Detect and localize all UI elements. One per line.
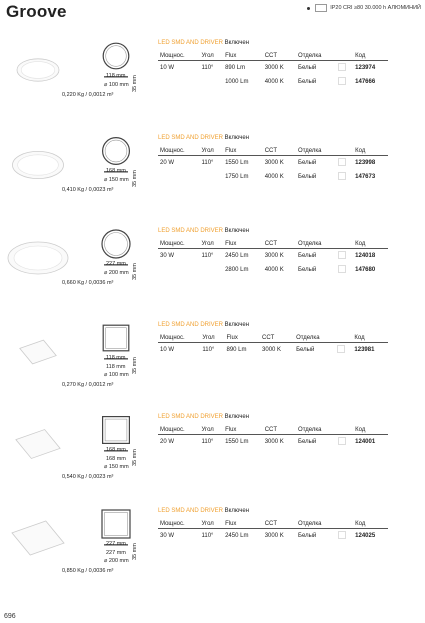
- table-header-cell: Flux: [223, 147, 263, 156]
- led-line: [158, 40, 388, 46]
- table-row: [158, 435, 388, 450]
- weight-label: 0,660 Kg / 0,0036 m³: [62, 280, 114, 286]
- table-header-cell: CCT: [263, 426, 296, 435]
- finish-swatch-icon: [338, 251, 346, 259]
- table-header-cell: Угол: [199, 147, 223, 156]
- table-header-cell: Угол: [199, 240, 223, 249]
- spec-table: [158, 240, 388, 277]
- round-lamp-photo: [6, 238, 70, 278]
- led-label: LED SMD AND DRIVER: [158, 135, 224, 141]
- technical-drawing: [62, 135, 160, 229]
- led-label: LED SMD AND DRIVER: [158, 414, 224, 420]
- table-header-row: [158, 520, 388, 529]
- spec-section: [158, 322, 388, 357]
- led-line: [158, 508, 388, 514]
- product-block: [0, 414, 425, 508]
- square-lamp-photo: [6, 518, 70, 558]
- diameter-label: 227 mm: [106, 541, 126, 547]
- height-label: 35 mm: [132, 543, 138, 560]
- cutout-label: ⌀ 150 mm: [104, 464, 129, 470]
- product-code: 147666: [355, 79, 376, 85]
- table-row: [158, 75, 388, 89]
- spec-table: [158, 520, 388, 543]
- height-label: 35 mm: [132, 75, 138, 92]
- table-header-cell: [336, 520, 353, 529]
- square-lamp-photo: [6, 424, 70, 464]
- product-code: 123981: [354, 347, 375, 353]
- table-header-cell: CCT: [263, 240, 296, 249]
- cutout-label: ⌀ 150 mm: [104, 177, 129, 183]
- technical-drawing: [62, 228, 160, 322]
- table-cell: Белый: [298, 174, 317, 180]
- table-header-cell: [336, 52, 353, 61]
- led-line: [158, 322, 388, 328]
- page-title: Groove: [6, 2, 67, 21]
- table-header-cell: Отделка: [296, 426, 336, 435]
- table-cell: [199, 263, 223, 277]
- spec-section: [158, 508, 388, 543]
- product-block: [0, 135, 425, 229]
- table-header-cell: Мощнос.: [158, 334, 200, 343]
- side-label: 118 mm: [106, 364, 126, 370]
- diameter-label: 168 mm: [106, 447, 126, 453]
- table-header-cell: [336, 147, 353, 156]
- table-header-cell: Мощнос.: [158, 147, 199, 156]
- table-cell: 1750 Lm: [225, 174, 249, 180]
- table-cell: [158, 75, 199, 89]
- led-status: Включен: [223, 414, 250, 420]
- height-label: 35 mm: [132, 263, 138, 280]
- table-header-cell: CCT: [263, 52, 296, 61]
- height-label: 35 mm: [132, 357, 138, 374]
- product-code: 123974: [355, 65, 376, 71]
- table-header-cell: CCT: [260, 334, 294, 343]
- table-cell: 890 Lm: [226, 347, 247, 353]
- product-code: 123998: [355, 160, 376, 166]
- table-cell: 3000 K: [264, 160, 284, 166]
- table-cell: Белый: [298, 533, 317, 539]
- table-cell: Белый: [298, 267, 317, 273]
- technical-drawing: [62, 40, 160, 134]
- led-status: Включен: [223, 228, 250, 234]
- finish-swatch-icon: [338, 77, 346, 85]
- diameter-label: 118 mm: [106, 73, 126, 79]
- table-cell: 2450 Lm: [225, 533, 249, 539]
- table-row: [158, 249, 388, 264]
- led-status: Включен: [223, 135, 250, 141]
- table-header-cell: Отделка: [296, 147, 336, 156]
- table-cell: [199, 170, 223, 184]
- table-header-cell: [336, 426, 353, 435]
- square-lamp-photo: [6, 332, 70, 372]
- finish-swatch-icon: [338, 531, 346, 539]
- product-block: [0, 228, 425, 322]
- table-header-cell: Мощнос.: [158, 240, 199, 249]
- table-cell: 10 W: [160, 347, 175, 353]
- spec-section: [158, 135, 388, 184]
- led-status: Включен: [223, 322, 250, 328]
- table-header-row: [158, 240, 388, 249]
- table-cell: [199, 75, 223, 89]
- table-cell: Белый: [296, 347, 315, 353]
- side-label: 168 mm: [106, 456, 126, 462]
- page-number: 696: [4, 613, 16, 620]
- led-label: LED SMD AND DRIVER: [158, 508, 224, 514]
- swatch-cell: [336, 170, 353, 184]
- table-header-cell: CCT: [263, 520, 296, 529]
- swatch-cell: [336, 156, 353, 171]
- table-header-cell: Угол: [199, 426, 223, 435]
- height-label: 35 mm: [132, 449, 138, 466]
- table-header-cell: Код: [352, 334, 388, 343]
- table-header-cell: Flux: [223, 52, 263, 61]
- led-label: LED SMD AND DRIVER: [158, 322, 224, 328]
- table-header-cell: Flux: [223, 520, 263, 529]
- table-row: [158, 61, 388, 76]
- spec-section: [158, 228, 388, 277]
- table-header-cell: Flux: [223, 240, 263, 249]
- table-header-cell: Отделка: [294, 334, 335, 343]
- table-cell: Белый: [298, 79, 317, 85]
- round-lamp-photo: [6, 145, 70, 185]
- diameter-label: 227 mm: [106, 261, 126, 267]
- led-line: [158, 228, 388, 234]
- table-header-cell: Мощнос.: [158, 52, 199, 61]
- table-cell: [158, 263, 199, 277]
- product-code: 124018: [355, 253, 376, 259]
- table-cell: 2800 Lm: [225, 267, 249, 273]
- swatch-cell: [336, 249, 353, 264]
- table-cell: 2450 Lm: [225, 253, 249, 259]
- table-cell: 4000 K: [264, 267, 284, 273]
- table-cell: 110°: [202, 347, 215, 353]
- weight-label: 0,270 Kg / 0,0012 m³: [62, 382, 114, 388]
- product-block: [0, 322, 425, 416]
- table-header-cell: Отделка: [296, 52, 336, 61]
- product-block: [0, 508, 425, 602]
- spec-table: [158, 334, 388, 357]
- spec-table: [158, 147, 388, 184]
- diameter-label: 168 mm: [106, 168, 126, 174]
- table-header-cell: Flux: [223, 426, 263, 435]
- led-status: Включен: [223, 40, 250, 46]
- table-cell: [158, 170, 199, 184]
- table-cell: 110°: [201, 533, 214, 539]
- table-header-cell: [335, 334, 353, 343]
- diameter-label: 118 mm: [106, 355, 126, 361]
- table-cell: Белый: [298, 439, 317, 445]
- table-header-cell: CCT: [263, 147, 296, 156]
- table-header-row: [158, 52, 388, 61]
- spec-table: [158, 426, 388, 449]
- sun-icon: [307, 7, 310, 10]
- header-spec: [307, 4, 421, 12]
- table-header-cell: [336, 240, 353, 249]
- table-header-cell: Код: [353, 52, 388, 61]
- table-cell: 110°: [201, 253, 214, 259]
- table-header-cell: Мощнос.: [158, 520, 199, 529]
- table-header-cell: Отделка: [296, 520, 336, 529]
- table-cell: 3000 K: [264, 439, 284, 445]
- product-code: 124025: [355, 533, 376, 539]
- technical-drawing: [62, 322, 160, 416]
- weight-label: 0,850 Kg / 0,0036 m³: [62, 568, 114, 574]
- table-header-cell: Код: [353, 426, 388, 435]
- table-cell: 110°: [201, 160, 214, 166]
- table-row: [158, 156, 388, 171]
- weight-label: 0,540 Kg / 0,0023 m³: [62, 474, 114, 480]
- swatch-cell: [335, 343, 353, 358]
- led-label: LED SMD AND DRIVER: [158, 228, 224, 234]
- table-cell: 4000 K: [264, 174, 284, 180]
- led-line: [158, 414, 388, 420]
- table-header-row: [158, 426, 388, 435]
- table-cell: 1550 Lm: [225, 439, 249, 445]
- ip-box-icon: [315, 4, 327, 12]
- table-cell: 1550 Lm: [225, 160, 249, 166]
- table-header-cell: Код: [353, 147, 388, 156]
- finish-swatch-icon: [338, 63, 346, 71]
- side-label: 227 mm: [106, 550, 126, 556]
- weight-label: 0,220 Kg / 0,0012 m³: [62, 92, 114, 98]
- table-cell: 3000 K: [262, 347, 282, 353]
- table-cell: Белый: [298, 65, 317, 71]
- product-block: [0, 40, 425, 134]
- table-cell: Белый: [298, 160, 317, 166]
- round-lamp-photo: [6, 50, 70, 90]
- table-header-cell: Flux: [225, 334, 261, 343]
- header-spec-text: IP20 CRI ≥80 30.000 h АЛЮМИНИЙ: [330, 5, 421, 11]
- table-cell: 110°: [201, 439, 214, 445]
- finish-swatch-icon: [338, 172, 346, 180]
- table-header-cell: Код: [353, 520, 388, 529]
- table-cell: 30 W: [160, 533, 175, 539]
- table-header-cell: Угол: [200, 334, 224, 343]
- table-cell: 30 W: [160, 253, 175, 259]
- product-code: 124001: [355, 439, 376, 445]
- spec-table: [158, 52, 388, 89]
- cutout-label: ⌀ 100 mm: [104, 82, 129, 88]
- table-header-row: [158, 334, 388, 343]
- table-header-cell: Мощнос.: [158, 426, 199, 435]
- height-label: 35 mm: [132, 170, 138, 187]
- table-header-cell: Угол: [199, 520, 223, 529]
- table-row: [158, 170, 388, 184]
- cutout-label: ⌀ 200 mm: [104, 270, 129, 276]
- table-cell: 110°: [201, 65, 214, 71]
- swatch-cell: [336, 529, 353, 544]
- led-status: Включен: [223, 508, 250, 514]
- technical-drawing: [62, 508, 160, 602]
- cutout-label: ⌀ 100 mm: [104, 372, 129, 378]
- table-header-cell: Угол: [199, 52, 223, 61]
- table-cell: 890 Lm: [225, 65, 246, 71]
- led-label: LED SMD AND DRIVER: [158, 40, 224, 46]
- spec-section: [158, 414, 388, 449]
- table-cell: 3000 K: [264, 253, 284, 259]
- weight-label: 0,410 Kg / 0,0023 m³: [62, 187, 114, 193]
- table-cell: 3000 K: [264, 65, 284, 71]
- finish-swatch-icon: [338, 265, 346, 273]
- table-cell: 10 W: [160, 65, 175, 71]
- led-line: [158, 135, 388, 141]
- finish-swatch-icon: [338, 158, 346, 166]
- swatch-cell: [336, 263, 353, 277]
- cutout-label: ⌀ 200 mm: [104, 558, 129, 564]
- swatch-cell: [336, 61, 353, 76]
- spec-section: [158, 40, 388, 89]
- table-row: [158, 529, 388, 544]
- table-row: [158, 263, 388, 277]
- product-code: 147680: [355, 267, 376, 273]
- swatch-cell: [336, 75, 353, 89]
- table-header-cell: Отделка: [296, 240, 336, 249]
- table-cell: 1000 Lm: [225, 79, 249, 85]
- table-header-cell: Код: [353, 240, 388, 249]
- table-header-row: [158, 147, 388, 156]
- technical-drawing: [62, 414, 160, 508]
- finish-swatch-icon: [338, 437, 346, 445]
- finish-swatch-icon: [337, 345, 345, 353]
- table-cell: 3000 K: [264, 533, 284, 539]
- table-row: [158, 343, 388, 358]
- product-code: 147673: [355, 174, 376, 180]
- table-cell: 20 W: [160, 439, 175, 445]
- table-cell: 4000 K: [264, 79, 284, 85]
- table-cell: 20 W: [160, 160, 175, 166]
- swatch-cell: [336, 435, 353, 450]
- table-cell: Белый: [298, 253, 317, 259]
